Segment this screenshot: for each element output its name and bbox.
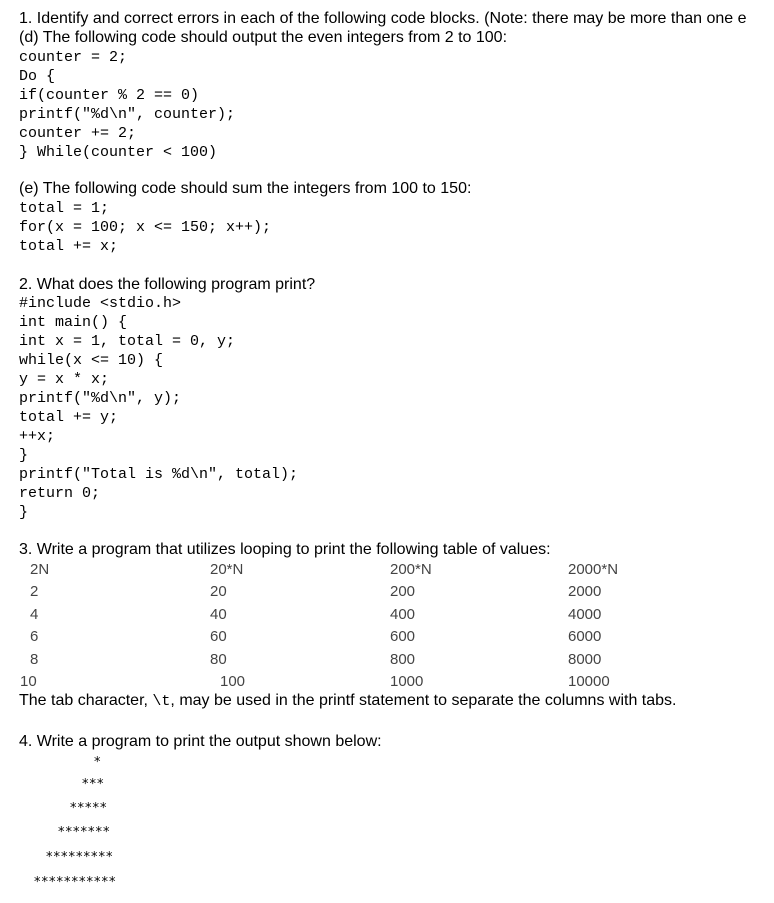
question-1-title: 1. Identify and correct errors in each of the following code blocks. (Note: there may be more than one e	[19, 10, 747, 27]
table-header: 2N	[30, 561, 50, 578]
table-cell: 10000	[568, 673, 610, 690]
table-cell: 20	[210, 583, 227, 600]
table-cell: 2000	[568, 583, 602, 600]
question-1e-heading: (e) The following code should sum the integers from 100 to 150:	[19, 180, 472, 197]
star-row: *********	[46, 850, 114, 865]
question-1d-heading: (d) The following code should output the even integers from 2 to 100:	[19, 29, 508, 46]
tab-character-note	[19, 691, 676, 711]
table-cell: 60	[210, 628, 227, 645]
code-line: while(x <= 10) {	[19, 352, 164, 369]
code-line: printf("Total is %d\n", total);	[19, 466, 299, 483]
table-cell: 200	[390, 583, 416, 600]
table-cell: 8000	[568, 651, 602, 668]
note-code: \t	[152, 693, 171, 710]
code-line: printf("%d\n", counter);	[19, 106, 236, 123]
code-line: }	[19, 504, 29, 521]
table-cell: 100	[220, 673, 246, 690]
table-header: 20*N	[210, 561, 244, 578]
code-line: } While(counter < 100)	[19, 144, 218, 161]
table-cell: 600	[390, 628, 416, 645]
code-line: printf("%d\n", y);	[19, 390, 182, 407]
table-cell: 40	[210, 606, 227, 623]
table-cell: 10	[20, 673, 37, 690]
table-cell: 4	[30, 606, 39, 623]
question-4-title: 4. Write a program to print the output shown below:	[19, 733, 382, 750]
table-cell: 800	[390, 651, 416, 668]
star-row: *****	[70, 801, 108, 816]
note-text: , may be used in the printf statement to separate the columns with tabs.	[170, 692, 677, 709]
table-header: 200*N	[390, 561, 432, 578]
table-cell: 4000	[568, 606, 602, 623]
code-line: Do {	[19, 68, 56, 85]
code-line: for(x = 100; x <= 150; x++);	[19, 219, 272, 236]
code-line: counter += 2;	[19, 125, 137, 142]
table-cell: 1000	[390, 673, 424, 690]
code-line: total = 1;	[19, 200, 110, 217]
code-line: return 0;	[19, 485, 101, 502]
note-text: The tab character,	[19, 692, 153, 709]
code-line: }	[19, 447, 29, 464]
star-row: ***********	[34, 875, 117, 890]
table-cell: 80	[210, 651, 227, 668]
table-cell: 6000	[568, 628, 602, 645]
table-cell: 8	[30, 651, 39, 668]
table-cell: 2	[30, 583, 39, 600]
table-cell: 400	[390, 606, 416, 623]
star-row: *	[94, 755, 102, 770]
code-line: counter = 2;	[19, 49, 128, 66]
code-line: ++x;	[19, 428, 56, 445]
code-line: total += x;	[19, 238, 119, 255]
star-row: ***	[82, 777, 105, 792]
code-line: total += y;	[19, 409, 119, 426]
table-header: 2000*N	[568, 561, 619, 578]
star-row: *******	[58, 825, 111, 840]
table-cell: 6	[30, 628, 39, 645]
question-2-title: 2. What does the following program print?	[19, 276, 316, 293]
code-line: int x = 1, total = 0, y;	[19, 333, 236, 350]
code-line: if(counter % 2 == 0)	[19, 87, 200, 104]
code-line: #include <stdio.h>	[19, 295, 182, 312]
code-line: int main() {	[19, 314, 128, 331]
code-line: y = x * x;	[19, 371, 110, 388]
question-3-title: 3. Write a program that utilizes looping to print the following table of values:	[19, 541, 551, 558]
